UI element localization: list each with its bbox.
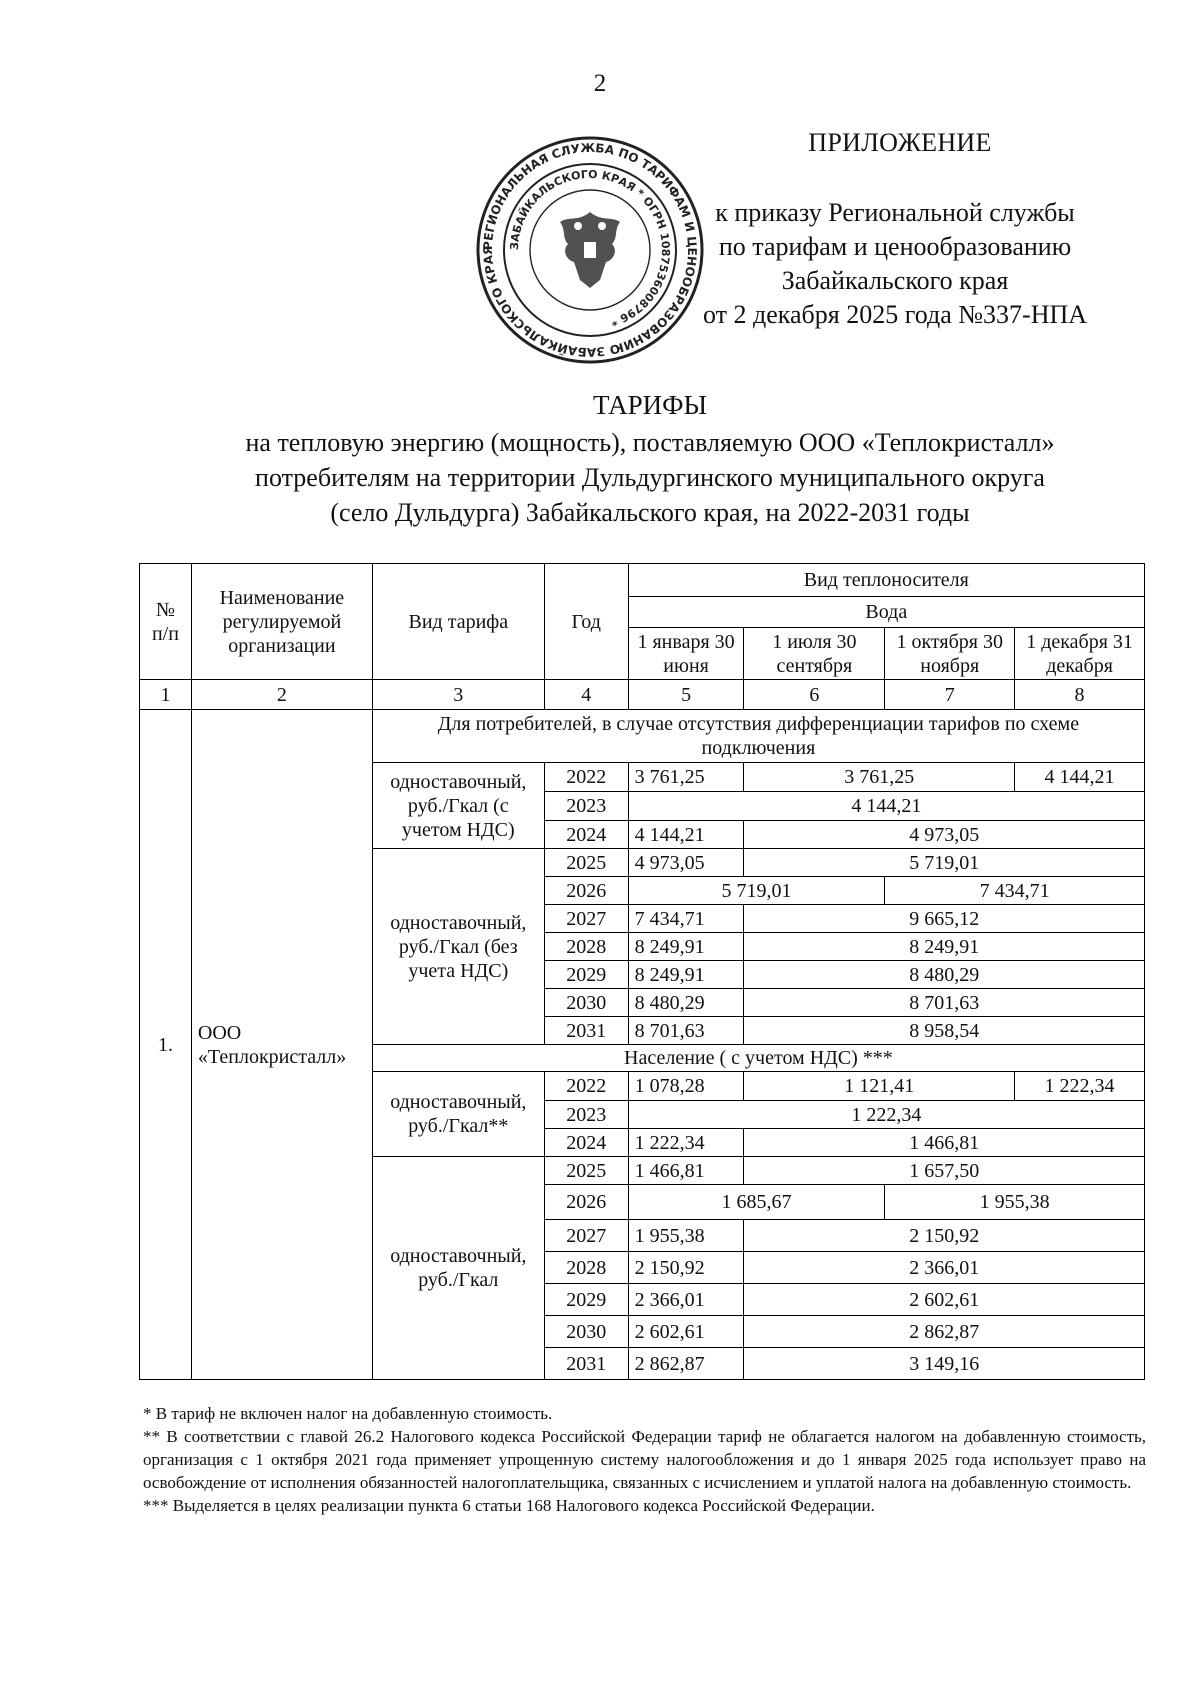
value-cell: 8 249,91 [744,933,1145,961]
year-cell: 2025 [544,849,628,877]
column-number: 8 [1015,680,1145,710]
value-cell: 1 466,81 [628,1157,744,1185]
value-cell: 7 434,71 [885,877,1145,905]
column-number: 2 [191,680,372,710]
year-cell: 2026 [544,877,628,905]
coat-of-arms-icon [560,212,620,288]
header-heat-carrier: Вид теплоносителя [628,564,1144,597]
value-cell: 2 862,87 [744,1316,1145,1348]
value-cell: 2 862,87 [628,1348,744,1380]
value-cell: 1 078,28 [628,1072,744,1101]
tariff-type-cell: одноставочный, руб./Гкал** [372,1072,544,1157]
value-cell: 5 719,01 [744,849,1145,877]
header-tariff-type: Вид тарифа [372,564,544,680]
value-cell: 2 366,01 [628,1284,744,1316]
header-organization: Наименование регулируемой организации [191,564,372,680]
footnote: * В тариф не включен налог на добавленную стоимость. [143,1404,553,1423]
value-cell: 8 701,63 [628,1017,744,1045]
year-cell: 2029 [544,961,628,989]
header-period: 1 июля 30 сентября [744,628,885,680]
value-cell: 1 955,38 [628,1220,744,1252]
value-cell: 2 366,01 [744,1252,1145,1284]
value-cell: 8 701,63 [744,989,1145,1017]
value-cell: 2 150,92 [744,1220,1145,1252]
value-cell: 7 434,71 [628,905,744,933]
value-cell: 1 222,34 [1015,1072,1145,1101]
value-cell: 3 761,25 [628,763,744,792]
value-cell: 4 144,21 [628,821,744,849]
value-cell: 4 144,21 [628,792,1144,821]
footnotes [143,1402,1146,1517]
year-cell: 2023 [544,792,628,821]
value-cell: 1 685,67 [628,1185,885,1220]
document-subtitle [200,425,1100,530]
value-cell: 8 480,29 [628,989,744,1017]
subtitle-line: (село Дульдурга) Забайкальского края, на 2022-2031 годы [330,498,970,527]
header-year: Год [544,564,628,680]
value-cell: 1 657,50 [744,1157,1145,1185]
document-title: ТАРИФЫ [592,390,708,420]
header-period: 1 января 30 июня [628,628,744,680]
year-cell: 2028 [544,1252,628,1284]
appendix-order-reference [690,196,1100,332]
value-cell: 2 150,92 [628,1252,744,1284]
value-cell: 4 973,05 [628,849,744,877]
appendix-line: к приказу Региональной службы [715,198,1075,227]
value-cell: 2 602,61 [744,1284,1145,1316]
footnote: *** Выделяется в целях реализации пункта 6 статьи 168 Налогового кодекса Российской Федерации. [143,1496,875,1515]
column-number: 3 [372,680,544,710]
value-cell: 3 149,16 [744,1348,1145,1380]
tariff-table [139,563,1145,1380]
year-cell: 2031 [544,1017,628,1045]
subtitle-line: на тепловую энергию (мощность), поставляемую ООО «Теплокристалл» [245,428,1055,457]
year-cell: 2030 [544,1316,628,1348]
value-cell: 3 761,25 [744,763,1015,792]
year-cell: 2025 [544,1157,628,1185]
footnote: ** В соответствии с главой 26.2 Налогового кодекса Российской Федерации тариф не облагается налогом на добавленную стоимость, организация с 1 октября 2021 года применяет упрощенную систему налогообложения и до 1 января 2025 года использует право на освобождение от исполнения обязанностей налогоплательщика, связанных с исчислением и уплатой налога на добавленную стоимость. [143,1427,1146,1492]
year-cell: 2023 [544,1101,628,1129]
year-cell: 2028 [544,933,628,961]
appendix-title: ПРИЛОЖЕНИЕ [808,128,992,157]
value-cell: 1 466,81 [744,1129,1145,1157]
year-cell: 2030 [544,989,628,1017]
year-cell: 2027 [544,1220,628,1252]
year-cell: 2024 [544,821,628,849]
value-cell: 8 249,91 [628,961,744,989]
value-cell: 9 665,12 [744,905,1145,933]
value-cell: 8 958,54 [744,1017,1145,1045]
header-period: 1 октября 30 ноября [885,628,1015,680]
year-cell: 2029 [544,1284,628,1316]
section-title: Для потребителей, в случае отсутствия дифференциации тарифов по схеме подключения [372,710,1144,763]
year-cell: 2026 [544,1185,628,1220]
subtitle-line: потребителям на территории Дульдургинского муниципального округа [255,463,1045,492]
row-number: 1. [140,710,192,1380]
year-cell: 2031 [544,1348,628,1380]
organization-name: ООО «Теплокристалл» [191,710,372,1380]
seal-inner-text: ЗАБАЙКАЛЬСКОГО КРАЯ * ОГРН 1087536008796 * [507,167,673,329]
value-cell: 1 955,38 [885,1185,1145,1220]
tariff-type-cell: одноставочный, руб./Гкал (с учетом НДС) [372,763,544,849]
header-water: Вода [628,597,1144,628]
section-title: Население ( с учетом НДС) *** [372,1045,1144,1072]
appendix-line: Забайкальского края [781,266,1009,295]
column-number: 6 [744,680,885,710]
column-number: 5 [628,680,744,710]
header-period: 1 декабря 31 декабря [1015,628,1145,680]
seal-outer-text: РЕГИОНАЛЬНАЯ СЛУЖБА ПО ТАРИФАМ И ЦЕНООБРАЗОВАНИЮ ЗАБАЙКАЛЬСКОГО КРАЯ [480,140,700,360]
value-cell: 5 719,01 [628,877,885,905]
value-cell: 1 121,41 [744,1072,1015,1101]
column-number: 4 [544,680,628,710]
page-number: 2 [593,70,607,97]
column-number: 1 [140,680,192,710]
year-cell: 2022 [544,1072,628,1101]
year-cell: 2027 [544,905,628,933]
value-cell: 4 144,21 [1015,763,1145,792]
header-num: № п/п [140,564,192,680]
value-cell: 1 222,34 [628,1101,1144,1129]
appendix-line: по тарифам и ценообразованию [718,232,1072,261]
year-cell: 2022 [544,763,628,792]
tariff-type-cell: одноставочный, руб./Гкал [372,1157,544,1380]
appendix-line: от 2 декабря 2025 года №337-НПА [702,300,1088,329]
value-cell: 2 602,61 [628,1316,744,1348]
value-cell: 1 222,34 [628,1129,744,1157]
tariff-type-cell: одноставочный, руб./Гкал (без учета НДС) [372,849,544,1045]
value-cell: 8 249,91 [628,933,744,961]
official-seal-stamp [470,130,710,370]
value-cell: 4 973,05 [744,821,1145,849]
column-number: 7 [885,680,1015,710]
value-cell: 8 480,29 [744,961,1145,989]
year-cell: 2024 [544,1129,628,1157]
